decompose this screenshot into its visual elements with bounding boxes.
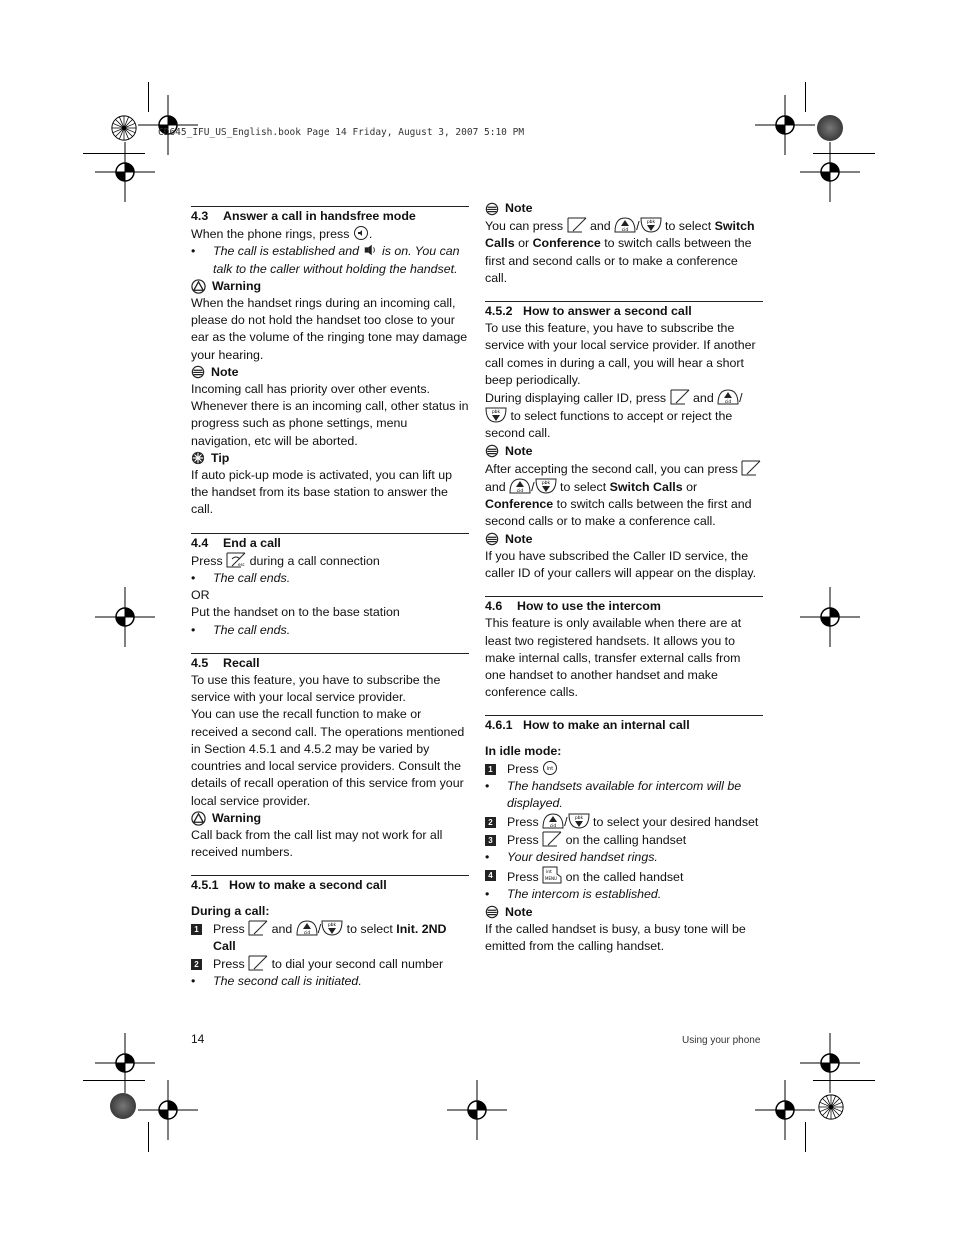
star-target xyxy=(817,1093,845,1121)
left-column: 4.3 Answer a call in handsfree mode When the phone rings, press . • The call is established and is on. You can talk to the caller without holding the handset. Warning When the handset rings during an incoming call, please do not hold the handset too close to your ear as the volume of the ringing tone may damage your hearing. Note Incoming call has priority over other events. Whenever there is an incoming call, other status in progress such as phone settings, menu navigation, etc will be aborted. Tip If auto pick-up mode is activated, you can lift up the handset from its base station to answer the call. 4.4 End a call Press during a call connection • The call ends. OR Put the handset on to the base station • The call ends. 4.5 Recall To use this feature, you have to subscribe the service with your local service provider. You can use the recall function to make or received a second call. The operations mentioned in Section 4.5.1 and 4.5.2 may be varied by countries and local service providers. Consult the details of recall operation of this service from your local service provider. Warning Call back from the call list may not work for all received numbers. 4.5.1 How to make a second call During a call: 1 Press and / to select Init. 2ND Call 2 Press to dial your second call number • The second call is initiated. xyxy=(191,206,469,991)
cid-up-key-icon xyxy=(509,478,531,494)
note-title: Note xyxy=(485,443,763,460)
registration-mark xyxy=(95,142,155,202)
softkey-icon xyxy=(248,955,268,971)
cid-up-key-icon xyxy=(717,389,739,405)
tip-title: Tip xyxy=(191,450,469,467)
list-item: • The call is established and is on. You can talk to the caller without holding the handset. xyxy=(191,244,460,276)
cid-up-key-icon xyxy=(614,217,636,233)
gray-dot xyxy=(817,115,843,141)
handsfree-icon xyxy=(362,243,378,257)
note-icon xyxy=(485,905,499,919)
registration-mark xyxy=(755,1080,815,1140)
registration-mark xyxy=(447,1080,507,1140)
list-item: • Your desired handset rings. xyxy=(485,849,658,864)
section-heading-4-6: 4.6 How to use the intercom xyxy=(485,596,763,615)
softkey-icon xyxy=(670,389,690,405)
warning-title: Warning xyxy=(191,278,469,295)
section-heading-4-5-2: 4.5.2 How to answer a second call xyxy=(485,301,763,320)
warning-icon xyxy=(191,811,206,826)
registration-mark xyxy=(800,142,860,202)
star-target xyxy=(110,114,138,142)
list-item: • The handsets available for intercom will be displayed. xyxy=(485,779,742,811)
cid-up-key-icon xyxy=(542,813,564,829)
section-heading-4-3: 4.3 Answer a call in handsfree mode xyxy=(191,206,469,225)
warning-title: Warning xyxy=(191,810,469,827)
gray-dot xyxy=(110,1093,136,1119)
cid-up-key-icon xyxy=(296,920,318,936)
step-item: 2 Press to dial your second call number xyxy=(191,955,469,973)
section-heading-4-5-1: 4.5.1 How to make a second call xyxy=(191,875,469,894)
right-column: Note You can press and / to select Switch Calls or Conference to switch calls between the first and second calls or to make a conference call. 4.5.2 How to answer a second call To use this feature, you have to subscribe the service with your local service provider. If another call comes in during a call, you will hear a short beep periodically. During displaying caller ID, press and / to select functions to accept or reject the second call. Note After accepting the second call, you can press and / to select Switch Calls or Conference to switch calls between the first and second calls or to make a conference call. Note If you have subscribed the Caller ID service, the caller ID of your callers will appear on the display. 4.6 How to use the intercom This feature is only available when there are at least two registered handsets. It allows you to make internal calls, transfer external calls from one handset to another handset and make conference calls. 4.6.1 How to make an internal call In idle mode: 1 Press int • The handsets available for intercom will be displayed. 2 Press / to select your desired handset 3 Press on the calling handset • Your desired handset rings. 4 Press on the called handset • The intercom is established. Note If the called handset is busy, a busy tone will be emitted from the calling handset. xyxy=(485,200,763,955)
registration-mark xyxy=(95,587,155,647)
phonebook-down-key-icon xyxy=(321,920,343,936)
note-icon xyxy=(191,365,205,379)
tip-icon xyxy=(191,451,205,465)
book-header: CD645_IFU_US_English.book Page 14 Friday, August 3, 2007 5:10 PM xyxy=(158,127,525,138)
list-item: • The call ends. xyxy=(191,571,291,586)
note-icon xyxy=(485,444,499,458)
footer-section-name: Using your phone xyxy=(682,1035,761,1046)
note-title: Note xyxy=(485,904,763,921)
step-item: 1 Press int xyxy=(485,760,763,778)
page-number: 14 xyxy=(191,1032,205,1046)
warning-icon xyxy=(191,279,206,294)
note-title: Note xyxy=(485,200,763,217)
note-icon xyxy=(485,202,499,216)
section-heading-4-6-1: 4.6.1 How to make an internal call xyxy=(485,715,763,734)
phonebook-down-key-icon xyxy=(640,217,662,233)
svg-text:int: int xyxy=(546,765,554,772)
softkey-icon xyxy=(567,217,587,233)
step-item: 4 Press on the called handset xyxy=(485,866,763,886)
section-heading-4-4: 4.4 End a call xyxy=(191,533,469,552)
note-title: Note xyxy=(485,531,763,548)
step-item: 1 Press and / to select Init. 2ND Call xyxy=(191,920,469,955)
step-item: 3 Press on the calling handset xyxy=(485,831,763,849)
list-item: • The intercom is established. xyxy=(485,887,662,902)
softkey-icon xyxy=(248,920,268,936)
list-item: • The second call is initiated. xyxy=(191,974,362,989)
speaker-key-icon xyxy=(353,225,369,241)
intercom-key-icon xyxy=(542,760,558,776)
list-item: • The call ends. xyxy=(191,622,291,637)
softkey-icon xyxy=(741,460,761,476)
step-item: 2 Press / to select your desired handset xyxy=(485,813,763,831)
phonebook-down-key-icon xyxy=(568,813,590,829)
int-menu-key-icon xyxy=(542,866,562,884)
registration-mark xyxy=(138,1080,198,1140)
phonebook-down-key-icon xyxy=(535,478,557,494)
registration-mark xyxy=(800,587,860,647)
note-icon xyxy=(485,532,499,546)
section-heading-4-5: 4.5 Recall xyxy=(191,653,469,672)
end-call-key-icon xyxy=(226,552,246,568)
softkey-icon xyxy=(542,831,562,847)
note-title: Note xyxy=(191,364,469,381)
phonebook-down-key-icon xyxy=(485,407,507,423)
